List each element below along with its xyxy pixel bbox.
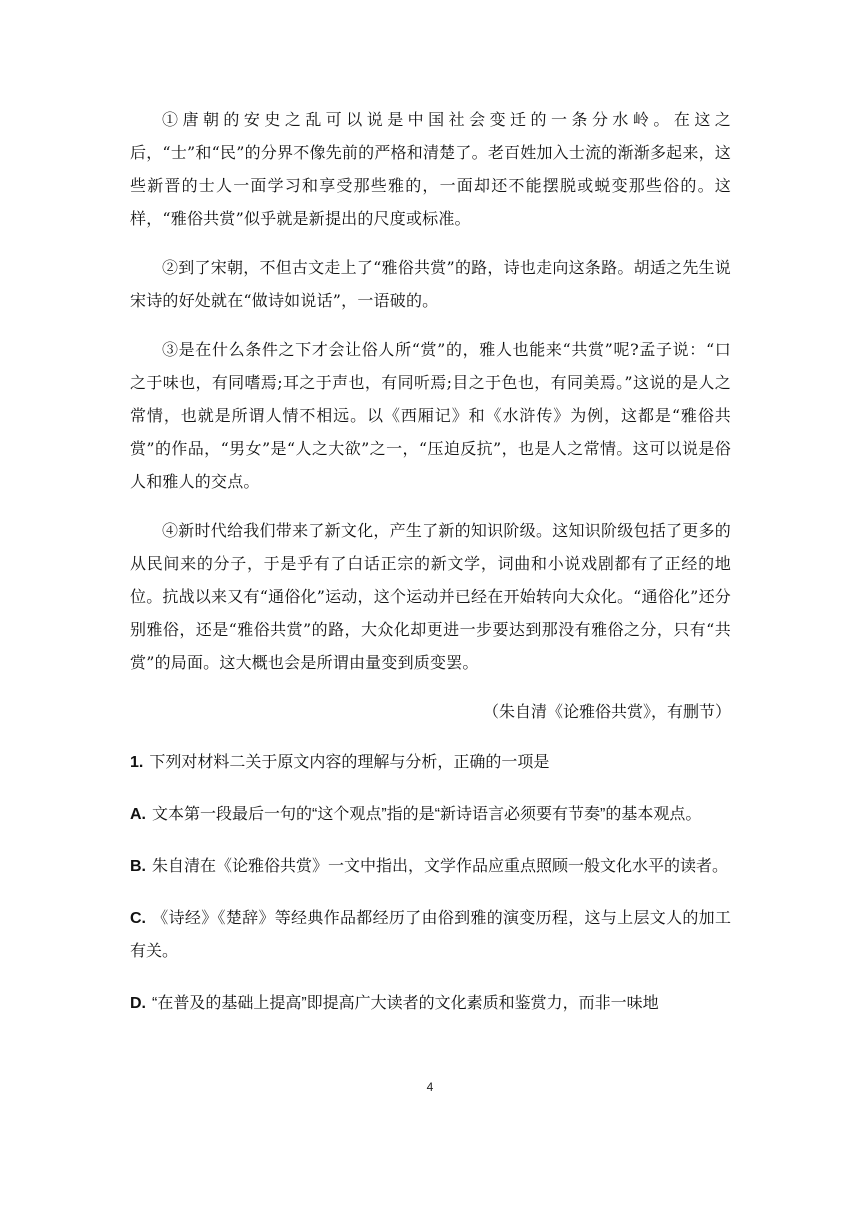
option-label: B.	[130, 858, 146, 875]
option-text: 《诗经》《楚辞》等经典作品都经历了由俗到雅的演变历程，这与上层文人的加工有关。	[130, 910, 731, 960]
page-content	[130, 103, 731, 1039]
question-text: 下列对材料二关于原文内容的理解与分析，正确的一项是	[149, 754, 550, 771]
option-a	[130, 798, 731, 831]
question-number: 1.	[130, 754, 144, 771]
option-c	[130, 902, 731, 968]
passage-paragraph-1: ①唐朝的安史之乱可以说是中国社会变迁的一条分水岭。在这之后，“士”和“民”的分界不像先前的严格和清楚了。老百姓加入士流的渐渐多起来，这些新晋的士人一面学习和享受那些雅的，一面却还不能摆脱或蜕变那些俗的。这样，“雅俗共赏”似乎就是新提出的尺度或标准。	[130, 110, 731, 228]
option-text: 文本第一段最后一句的“这个观点”指的是“新诗语言必须要有节奏”的基本观点。	[152, 806, 702, 823]
passage-source: （朱自清《论雅俗共赏》，有删节）	[482, 702, 731, 721]
passage-paragraph-4: ④新时代给我们带来了新文化，产生了新的知识阶级。这知识阶级包括了更多的从民间来的分子，于是乎有了白话正宗的新文学，词曲和小说戏剧都有了正经的地位。抗战以来又有“通俗化”运动，这个运动并已经在开始转向大众化。“通俗化”还分别雅俗，还是“雅俗共赏”的路，大众化却更进一步要达到那没有雅俗之分，只有“共赏”的局面。这大概也会是所谓由量变到质变罢。	[130, 521, 731, 672]
option-text: “在普及的基础上提高”即提高广大读者的文化素质和鉴赏力，而非一味地	[152, 995, 659, 1012]
option-label: C.	[130, 910, 146, 927]
passage-paragraph-3: ③是在什么条件之下才会让俗人所“赏”的，雅人也能来“共赏”呢?孟子说：“口之于味也，有同嗜焉;耳之于声也，有同听焉;目之于色也，有同美焉。”这说的是人之常情，也就是所谓人情不相远。以《西厢记》和《水浒传》为例，这都是“雅俗共赏”的作品，“男女”是“人之大欲”之一，“压迫反抗”，也是人之常情。这可以说是俗人和雅人的交点。	[130, 340, 731, 491]
option-text: 朱自清在《论雅俗共赏》一文中指出，文学作品应重点照顾一般文化水平的读者。	[152, 858, 729, 875]
option-label: D.	[130, 995, 146, 1012]
option-d	[130, 987, 731, 1020]
question-stem	[130, 746, 731, 779]
option-b	[130, 850, 731, 883]
passage-paragraph-2: ②到了宋朝，不但古文走上了“雅俗共赏”的路，诗也走向这条路。胡适之先生说宋诗的好处就在“做诗如说话”，一语破的。	[130, 258, 731, 310]
option-label: A.	[130, 806, 146, 823]
page-number: 4	[426, 1080, 434, 1094]
